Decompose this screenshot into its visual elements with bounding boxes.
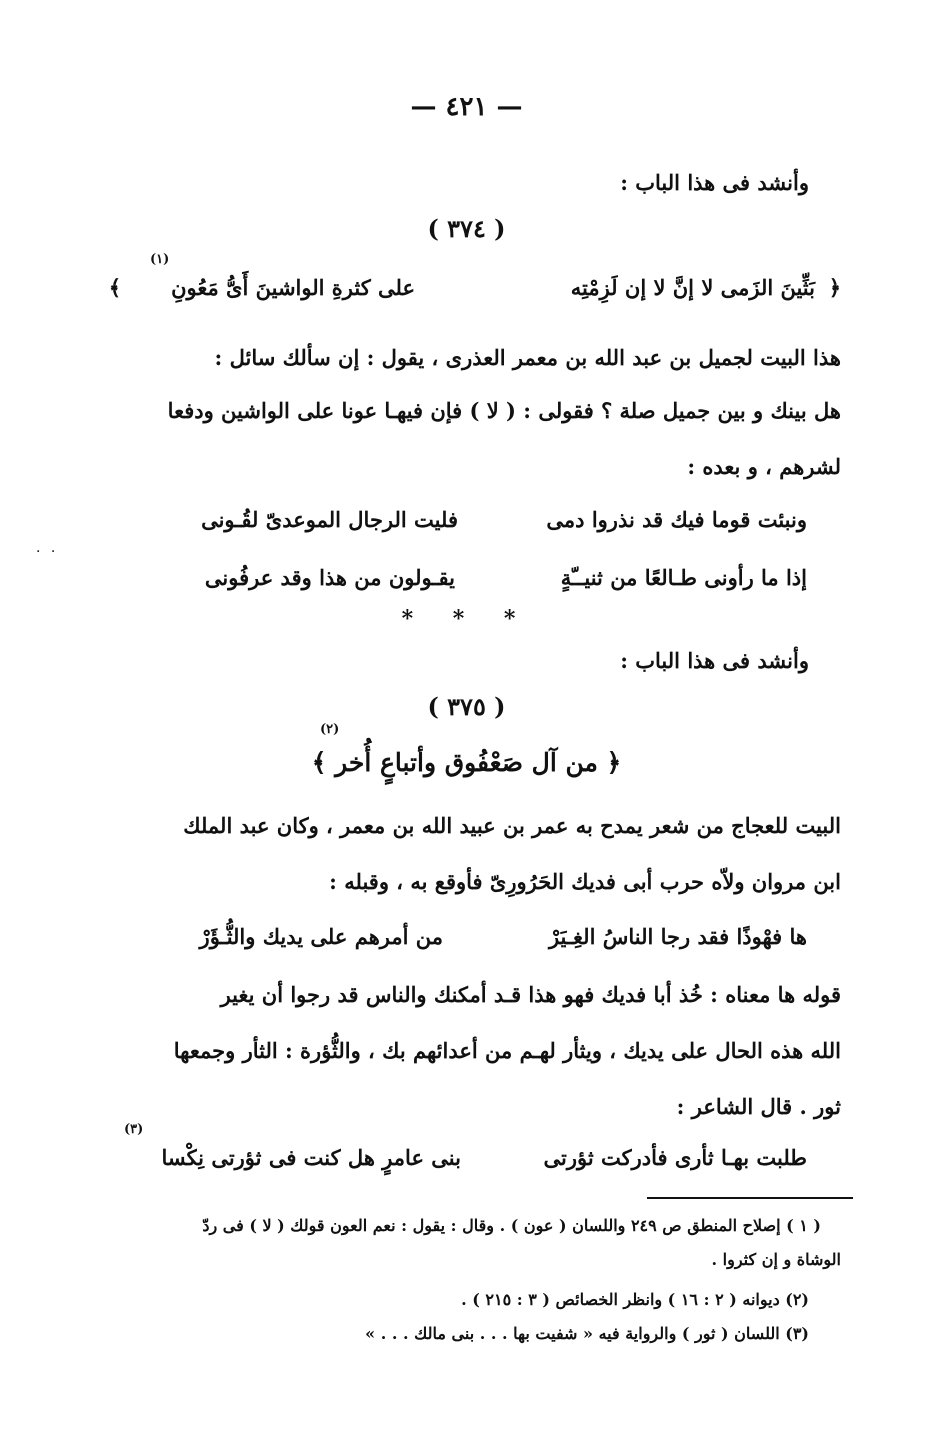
verse-second-hemistich: فليت الرجال الموعدىّ لقُـونى bbox=[201, 507, 458, 532]
section-375-number: ( ٣٧٥ ) bbox=[427, 692, 506, 721]
verse-second-hemistich: من أمرهم على يديك والثُّـؤَرْ bbox=[199, 924, 443, 949]
verse-first-hemistich: إذا ما رأونى طـالعًا من ثنيــّةٍ bbox=[560, 565, 807, 590]
prose-375-line-5: ثور . قال الشاعر : bbox=[676, 1094, 841, 1119]
verse-second-hemistich: بنى عامرٍ هل كنت فى ثؤرتى نِكْسا bbox=[161, 1145, 461, 1170]
footnote-ref-2: (٢) bbox=[320, 722, 340, 737]
footnote-divider bbox=[647, 1197, 853, 1199]
section-374-intro: وأنشد فى هذا الباب : bbox=[620, 170, 809, 195]
footnote-3: (٣) اللسان ( ثور ) والرواية فيه « شفيت بها . . . بنى مالك . . . » bbox=[365, 1324, 809, 1343]
footnote-ref-1: (١) bbox=[150, 252, 170, 267]
section-374-number: ( ٣٧٤ ) bbox=[427, 214, 506, 243]
section-separator-stars: * * * bbox=[401, 606, 532, 632]
margin-dots: · · bbox=[36, 544, 59, 560]
verse-374-first-hemistich: بَثِّينَ الزَمى لا إنَّ لا إن لَزِمْتِه bbox=[570, 275, 815, 300]
verse-374-second-hemistich: على كثرةِ الواشينَ أَىُّ مَعُونِ bbox=[171, 275, 415, 300]
prose-375-line-4: الله هذه الحال على يديك ، ويثأر لهـم من أعدائهم بك ، والثُّؤرة : الثأر وجمعها bbox=[173, 1038, 841, 1063]
footnote-1-line-1: ( ١ ) إصلاح المنطق ص ٢٤٩ واللسان ( عون ) . وقال : يقول : نعم العون قولك ( لا ) فى ردّ bbox=[202, 1216, 821, 1235]
footnote-2: (٢) ديوانه ( ٢ : ١٦ ) وانظر الخصائص ( ٣ : ٢١٥ ) . bbox=[461, 1290, 809, 1309]
verse-375: ﴿ من آل صَعْفُوق وأتباعٍ أُخر ﴾ bbox=[311, 748, 622, 777]
verse-374-close-bracket: ﴾ bbox=[108, 275, 121, 300]
prose-374-line-3: لشرهم ، و بعده : bbox=[687, 454, 841, 479]
footnote-1-line-2: الوشاة و إن كثروا . bbox=[711, 1250, 841, 1269]
prose-375-line-3: قوله ها معناه : خُذ أبا فديك فهو هذا قـد أمكنك والناس قد رجوا أن يغير bbox=[220, 982, 841, 1007]
verse-second-hemistich: يقـولون من هذا وقد عرفُونى bbox=[204, 565, 455, 590]
page-number: — ٤٢١ — bbox=[410, 92, 523, 122]
footnote-ref-3: (٣) bbox=[124, 1122, 144, 1137]
verse-first-hemistich: ها فهْوذًا فقد رجا الناسُ الغِـيَرْ bbox=[548, 924, 807, 949]
section-375-intro: وأنشد فى هذا الباب : bbox=[620, 648, 809, 673]
prose-375-line-1: البيت للعجاج من شعر يمدح به عمر بن عبيد الله بن معمر ، وكان عبد الملك bbox=[183, 813, 841, 838]
verse-first-hemistich: طلبت بهـا ثأرى فأدركت ثؤرتى bbox=[543, 1145, 807, 1170]
prose-374-line-1: هذا البيت لجميل بن عبد الله بن معمر العذرى ، يقول : إن سألك سائل : bbox=[214, 345, 841, 370]
verse-first-hemistich: ونبئت قوما فيك قد نذروا دمى bbox=[546, 507, 807, 532]
verse-374-open-bracket: ﴿ bbox=[828, 275, 841, 300]
prose-375-line-2: ابن مروان ولاّه حرب أبى فديك الحَرُورِىّ فأوقع به ، وقبله : bbox=[329, 869, 841, 894]
prose-374-line-2: هل بينك و بين جميل صلة ؟ فقولى : ( لا ) فإن فيهـا عونا على الواشين ودفعا bbox=[167, 398, 841, 423]
